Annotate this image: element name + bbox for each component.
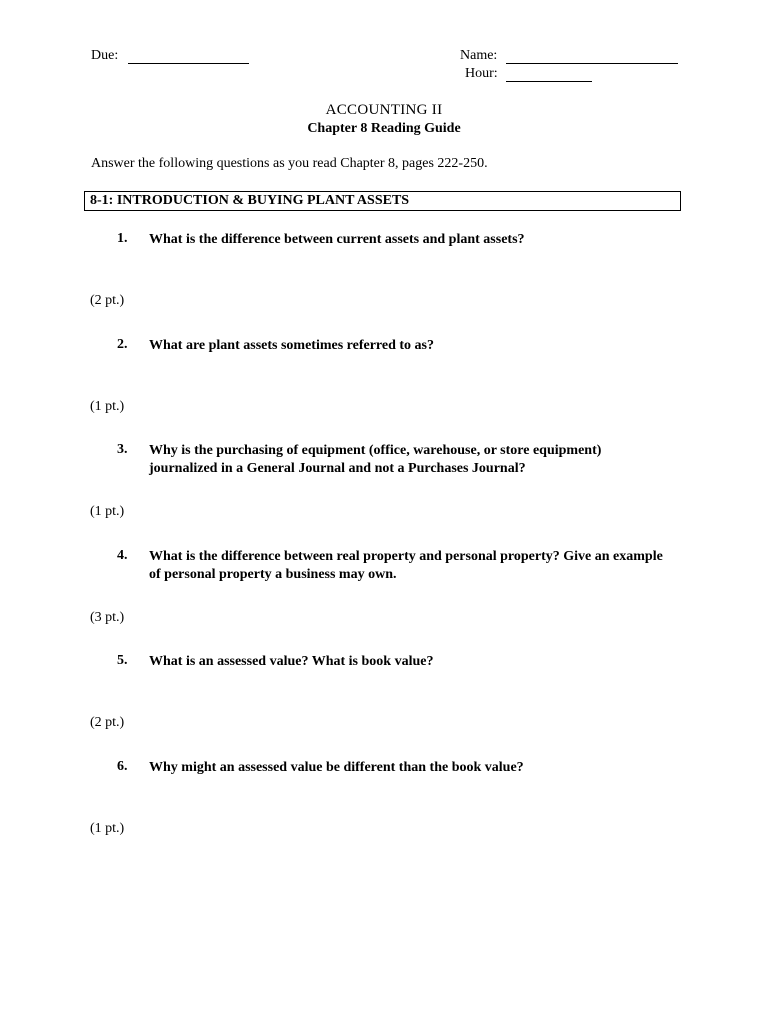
section-header-box [84,191,681,211]
hour-blank-line [506,81,592,82]
question-points: (2 pt.) [90,293,125,308]
question-number: 5. [117,653,128,668]
name-blank-line [506,63,678,64]
question-number: 6. [117,759,128,774]
question-text: What are plant assets sometimes referred to as? [149,338,435,353]
section-title: 8-1: INTRODUCTION & BUYING PLANT ASSETS [90,193,410,208]
question-points: (2 pt.) [90,715,125,730]
chapter-subtitle: Chapter 8 Reading Guide [307,121,461,136]
question-points: (1 pt.) [90,504,125,519]
due-label: Due: [91,48,119,63]
due-blank-line [128,63,249,64]
question-text: What is the difference between current assets and plant assets? [149,232,525,247]
question-points: (1 pt.) [90,399,125,414]
course-title: ACCOUNTING II [325,102,443,118]
question-number: 1. [117,231,128,246]
question-number: 3. [117,442,128,457]
hour-label: Hour: [465,66,498,81]
question-number: 4. [117,548,128,563]
question-text: What is the difference between real property and personal property? Give an example of personal property a business may own. [149,549,663,582]
question-points: (1 pt.) [90,821,125,836]
name-label: Name: [460,48,498,63]
question-text: Why is the purchasing of equipment (office, warehouse, or store equipment) journalized in a General Journal and not a Purchases Journal? [149,443,602,476]
question-text: Why might an assessed value be different than the book value? [149,760,524,775]
question-points: (3 pt.) [90,610,125,625]
question-text: What is an assessed value? What is book value? [149,654,434,669]
question-number: 2. [117,337,128,352]
instructions-text: Answer the following questions as you read Chapter 8, pages 222-250. [91,156,488,171]
